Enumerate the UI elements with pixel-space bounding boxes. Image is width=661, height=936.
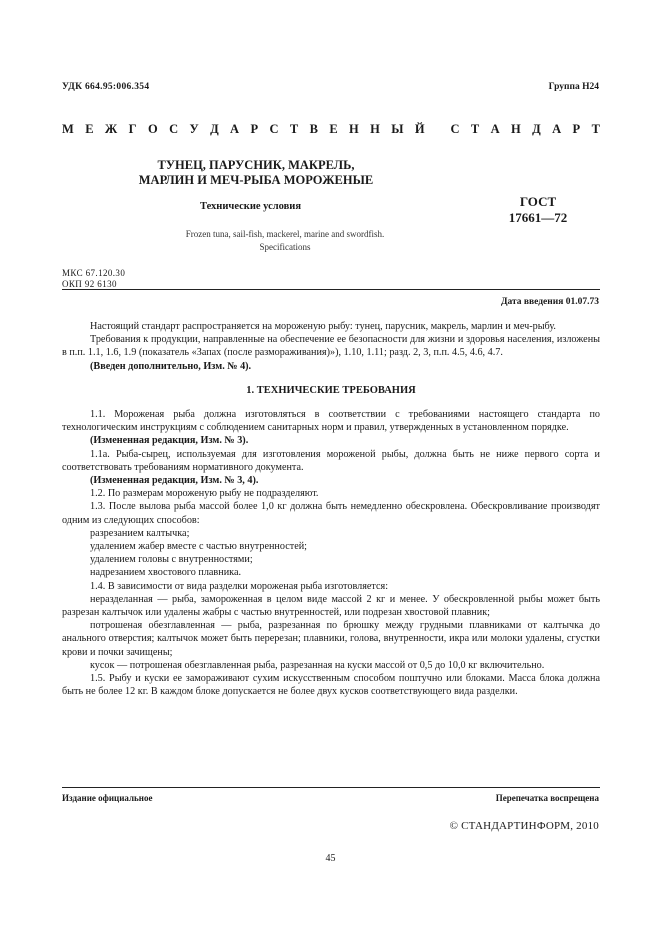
document-body <box>62 320 600 698</box>
paragraph: потрошеная обезглавленная — рыба, разрезанная по брюшку между грудными плавниками от калтычка до анального отверстия; калтычок может быть перерезан; плавники, голова, внутренности, икра или молоки удалены, сгустки крови и почки зачищены; <box>62 620 600 658</box>
okp-code: ОКП 92 6130 <box>62 279 117 289</box>
title-line-1: ТУНЕЦ, ПАРУСНИК, МАКРЕЛЬ, <box>157 158 355 172</box>
banner-letter: Й <box>414 122 425 136</box>
banner-letter: Т <box>289 122 299 136</box>
banner-letter: У <box>189 122 199 136</box>
paragraph: кусок — потрошеная обезглавленная рыба, разрезанная на куски массой от 0,5 до 10,0 кг включительно. <box>90 659 545 671</box>
list-item: надрезанием хвостового плавника. <box>90 567 242 579</box>
top-divider <box>62 289 600 290</box>
banner-letter: О <box>147 122 158 136</box>
gost-number-block <box>503 194 573 226</box>
banner-letter: Н <box>349 122 359 136</box>
mks-code: МКС 67.120.30 <box>62 268 126 278</box>
banner-letter: Е <box>85 122 94 136</box>
banner-letter: Ж <box>104 122 118 136</box>
english-title <box>130 228 440 253</box>
list-item: разрезанием калтычка; <box>90 527 190 539</box>
paragraph: 1.2. По размерам мороженую рыбу не подразделяют. <box>90 488 319 500</box>
amendment-note: (Введен дополнительно, Изм. № 4). <box>90 360 252 372</box>
group-code: Группа Н24 <box>548 82 599 92</box>
paragraph: 1.5. Рыбу и куски ее замораживают сухим искусственным способом поштучно или блоками. Масса блока должна быть не более 12 кг. В каждом блоке допускается не более двух кусков соответствующего вида разделки. <box>62 673 600 698</box>
banner-letter: Д <box>210 122 219 136</box>
amendment-note: (Измененная редакция, Изм. № 3). <box>90 435 249 447</box>
banner-letter <box>436 122 439 137</box>
banner-letter: С <box>450 122 460 136</box>
page-number: 45 <box>325 853 336 864</box>
reprint-notice: Перепечатка воспрещена <box>495 793 599 803</box>
banner-letter: М <box>62 122 74 136</box>
paragraph: 1.3. После вылова рыба массой более 1,0 кг должна быть немедленно обескровлена. Обескровливание производят одним из следующих способов: <box>62 501 600 526</box>
paragraph: 1.1. Мороженая рыба должна изготовляться в соответствии с требованиями настоящего стандарта по технологическим инструкциям с соблюдением санитарных норм и правил, утвержденных в установленном порядке. <box>62 409 600 434</box>
bottom-divider <box>62 787 600 788</box>
banner-letter: С <box>269 122 279 136</box>
banner-letter: А <box>552 122 562 136</box>
banner-letter: Ы <box>391 122 404 136</box>
list-item: удалением головы с внутренностями; <box>90 554 253 566</box>
title-line-2: МАРЛИН И МЕЧ-РЫБА МОРОЖЕНЫЕ <box>138 173 374 187</box>
document-subtitle: Технические условия <box>200 201 302 212</box>
banner-letter: Т <box>470 122 480 136</box>
amendment-note: (Измененная редакция, Изм. № 3, 4). <box>90 475 259 487</box>
banner-letter: С <box>169 122 179 136</box>
banner-letter: Р <box>572 122 581 136</box>
introduction-date: Дата введения 01.07.73 <box>500 297 599 307</box>
banner-letter: А <box>230 122 240 136</box>
paragraph: Настоящий стандарт распространяется на мороженую рыбу: тунец, парусник, макрель, марлин и меч-рыбу. <box>90 321 556 332</box>
banner-letter: Р <box>250 122 259 136</box>
section-heading: 1. ТЕХНИЧЕСКИЕ ТРЕБОВАНИЯ <box>246 384 416 396</box>
edition-label: Издание официальное <box>62 793 153 803</box>
banner-letter: Н <box>370 122 380 136</box>
banner-letter: Н <box>511 122 521 136</box>
banner-letter: В <box>309 122 318 136</box>
banner-letter: А <box>490 122 500 136</box>
classification-codes <box>62 268 125 290</box>
gost-number: 17661—72 <box>508 210 568 225</box>
copyright: © СТАНДАРТИНФОРМ, 2010 <box>449 820 599 832</box>
paragraph: Требования к продукции, направленные на обеспечение ее безопасности для жизни и здоровья населения, изложены в п.п. 1.1, 1.6, 1.9 (показатель «Запах (после размораживания)»), 1.10, 1.11; разд. 2, 3, п.п. 4.5, 4.6, 4.7. <box>62 334 600 359</box>
standard-banner <box>62 122 600 137</box>
english-title-line-1: Frozen tuna, sail-fish, mackerel, marine and swordfish. <box>185 229 385 239</box>
paragraph: 1.4. В зависимости от вида разделки мороженая рыба изготовляется: <box>90 580 389 592</box>
banner-letter: Т <box>591 122 600 136</box>
banner-letter: Г <box>128 122 137 136</box>
paragraph: неразделанная — рыба, замороженная в целом виде массой 2 кг и менее. У обескровленной рыбы может быть разрезан калтычок или удалены жабры с частью внутренностей, или подрезан хвостовой плавник; <box>62 593 600 619</box>
list-item: удалением жабер вместе с частью внутренностей; <box>90 541 308 553</box>
document-title <box>62 158 600 188</box>
paragraph: 1.1а. Рыба-сырец, используемая для изготовления мороженой рыбы, должна быть не ниже первого сорта и соответствовать требованиям нормативного документа. <box>62 448 600 473</box>
gost-label: ГОСТ <box>519 194 557 209</box>
udk-code: УДК 664.95:006.354 <box>62 82 150 92</box>
english-title-line-2: Specifications <box>259 241 311 252</box>
banner-letter: Е <box>329 122 338 136</box>
banner-letter: Д <box>532 122 541 136</box>
